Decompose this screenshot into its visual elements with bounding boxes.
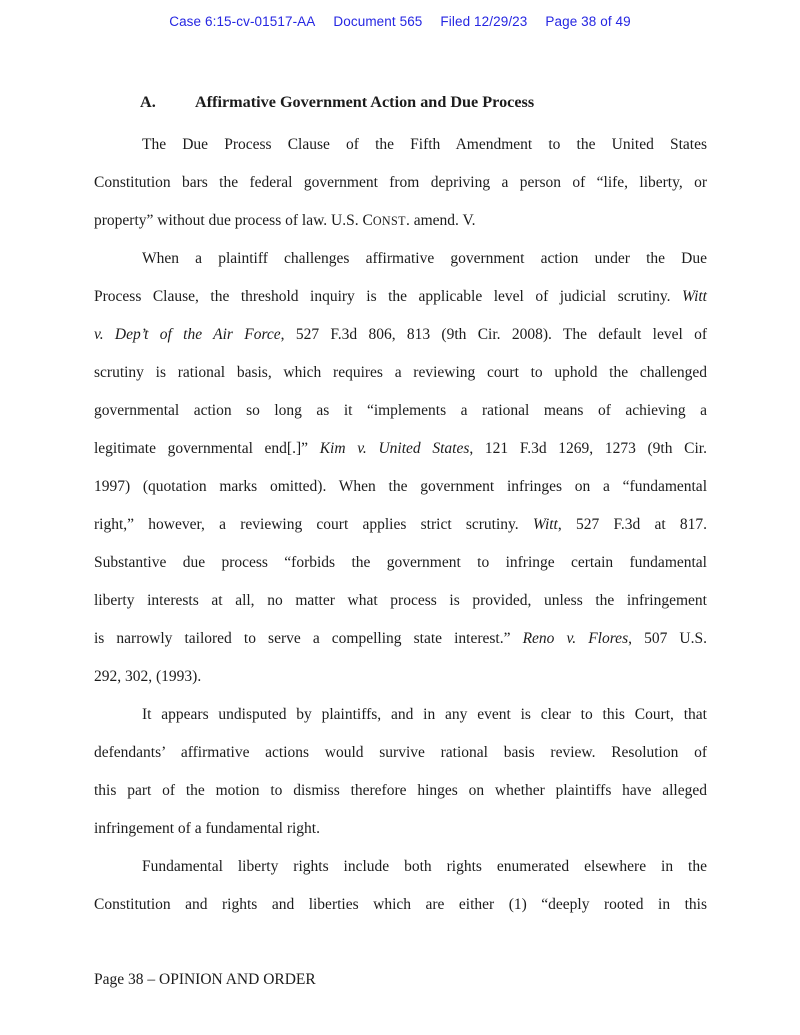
section-heading-title: Affirmative Government Action and Due Process bbox=[195, 93, 535, 111]
text-line bbox=[94, 734, 707, 772]
text-run: Process Clause, the threshold inquiry is the applicable level of judicial scrutiny. bbox=[94, 288, 683, 305]
text-run: infringement of a fundamental right. bbox=[94, 820, 320, 837]
text-run: Fundamental liberty rights include both rights enumerated elsewhere in the bbox=[142, 858, 707, 875]
case-citation-italic: Kim v. United States bbox=[319, 440, 470, 457]
text-run: , 121 F.3d 1269, 1273 (9th Cir. bbox=[469, 440, 707, 457]
text-line bbox=[94, 848, 707, 886]
text-line bbox=[94, 696, 707, 734]
case-citation-italic: v. Dep’t of the Air Force bbox=[94, 326, 281, 343]
text-run: Constitution bars the federal government from depriving a person of “life, liberty, or bbox=[94, 174, 707, 191]
paragraph bbox=[94, 696, 707, 848]
case-number: Case 6:15-cv-01517-AA bbox=[169, 14, 316, 29]
text-line bbox=[94, 278, 707, 316]
text-run: this part of the motion to dismiss therefore hinges on whether plaintiffs have alleged bbox=[94, 782, 707, 799]
text-run: . amend. V. bbox=[405, 212, 476, 229]
text-line bbox=[94, 772, 707, 810]
text-line bbox=[94, 810, 707, 848]
page-of-pages: Page 38 of 49 bbox=[545, 14, 631, 29]
text-run: legitimate governmental end[.]” bbox=[94, 440, 320, 457]
section-heading bbox=[94, 93, 707, 112]
text-line bbox=[94, 240, 707, 278]
text-line bbox=[94, 544, 707, 582]
page-footer: Page 38 – OPINION AND ORDER bbox=[94, 971, 316, 988]
text-run: 292, 302, (1993). bbox=[94, 668, 202, 685]
text-line bbox=[94, 468, 707, 506]
text-line bbox=[94, 886, 707, 924]
text-line bbox=[94, 126, 707, 164]
case-citation-italic: Witt bbox=[532, 516, 558, 533]
paragraph bbox=[94, 240, 707, 696]
document-number: Document 565 bbox=[333, 14, 423, 29]
text-run: , 527 F.3d at 817. bbox=[557, 516, 707, 533]
text-run: is narrowly tailored to serve a compelling state interest.” bbox=[94, 630, 523, 647]
text-line bbox=[94, 620, 707, 658]
text-run: 1997) (quotation marks omitted). When the government infringes on a “fundamental bbox=[94, 478, 707, 495]
text-run: liberty interests at all, no matter what process is provided, unless the infringement bbox=[94, 592, 707, 609]
text-run: ONST bbox=[372, 214, 406, 228]
section-heading-number: A. bbox=[140, 93, 156, 111]
text-line bbox=[94, 658, 707, 696]
text-line bbox=[94, 582, 707, 620]
text-run: defendants’ affirmative actions would survive rational basis review. Resolution of bbox=[94, 744, 707, 761]
paragraph bbox=[94, 126, 707, 240]
document-content bbox=[94, 93, 707, 924]
case-citation-italic: Reno v. Flores bbox=[522, 630, 629, 647]
text-run: It appears undisputed by plaintiffs, and in any event is clear to this Court, that bbox=[142, 706, 707, 723]
text-line bbox=[94, 430, 707, 468]
text-run: , 527 F.3d 806, 813 (9th Cir. 2008). The default level of bbox=[280, 326, 707, 343]
case-citation-italic: Witt bbox=[682, 288, 707, 305]
text-run: governmental action so long as it “implements a rational means of achieving a bbox=[94, 402, 707, 419]
document-body bbox=[94, 126, 707, 924]
text-line bbox=[94, 202, 707, 240]
text-run: , 507 U.S. bbox=[628, 630, 707, 647]
text-run: right,” however, a reviewing court applies strict scrutiny. bbox=[94, 516, 533, 533]
text-line bbox=[94, 392, 707, 430]
paragraph bbox=[94, 848, 707, 924]
filed-date: Filed 12/29/23 bbox=[440, 14, 528, 29]
text-line bbox=[94, 506, 707, 544]
text-run: Substantive due process “forbids the government to infringe certain fundamental bbox=[94, 554, 707, 571]
case-stamp bbox=[0, 14, 800, 29]
text-run: Constitution and rights and liberties which are either (1) “deeply rooted in this bbox=[94, 896, 707, 913]
text-line bbox=[94, 316, 707, 354]
text-run: The Due Process Clause of the Fifth Amendment to the United States bbox=[142, 136, 707, 153]
text-line bbox=[94, 164, 707, 202]
text-run: property” without due process of law. U.S. C bbox=[94, 212, 373, 229]
text-line bbox=[94, 354, 707, 392]
text-run: scrutiny is rational basis, which requires a reviewing court to uphold the challenged bbox=[94, 364, 707, 381]
text-run: When a plaintiff challenges affirmative government action under the Due bbox=[142, 250, 707, 267]
